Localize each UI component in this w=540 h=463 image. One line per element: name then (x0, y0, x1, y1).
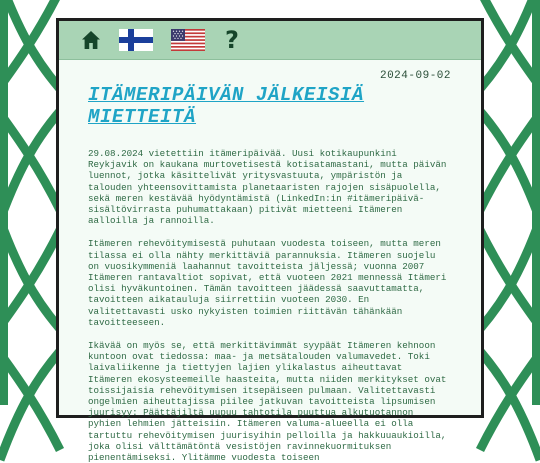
post-paragraph-2: Itämeren rehevöitymisestä puhutaan vuodesta toiseen, mutta meren tilassa ei olla nähty merkittäviä parannuksia. Itämeren suojelu on vuosikymmeniä laahannut tavoitteista jäljessä; vuonna 2007 Itämeren rantavaltiot sopivat, että vuoteen 2021 mennessä Itämeri olisi hyväkuntoinen. Tämän tavoitteen jäädessä saavuttamatta, tavoitteen aikatauluja siirrettiin vuoteen 2030. En valitettavasti usko nykyisten toimien riittävän tähänkään tavoitteeseen. (88, 238, 447, 328)
language-finnish-button[interactable] (119, 29, 153, 51)
help-button[interactable]: ? (225, 26, 239, 54)
usa-flag-icon (171, 29, 205, 51)
post-paragraph-3: Ikävää on myös se, että merkittävimmät syypäät Itämeren kehnoon kuntoon ovat tiedossa: maa- ja metsätalouden valumavedet. Toki laivaliikenne ja tiettyjen lajien ylikalastus aiheuttavat Itämeren ekosysteemeille haasteita, mutta niiden merkitykset ovat toissijaisia rehevöitymisen itsepäiseen pulmaan. Valitettavasti ongelmien aiheuttajissa piilee jatkuvan tavoitteista lipsumisen juurisyy: Päättäjiltä uupuu tahtotila puuttua alkutuotannon pyhien lehmien jätteisiin. Itämeren valuma-alueella ei olla tartuttu rehevöitymisen juurisyihin pelloilla ja hakkuuaukioilla, joka olisi välttämätöntä vesistöjen ravinnekuormituksen pienentämiseksi. Ylitämme vuodesta toiseen (88, 340, 447, 463)
post-paragraph-1: 29.08.2024 vietettiin itämeripäivää. Uusi kotikaupunkini Reykjavik on kaukana murtovetisestä kotisatamastani, mutta päivän luennot, jotka käsittelivät yritysvastuuta, ympäristön ja talouden yhteensovittamista planetaaristen rajojen sisäpuolella, sekä meren kestävää hyödyntämistä (LinkedIn:in #itämeripäivä-sisältövirrasta puhumattakaan) pitivät mietteeni Itämeren aalloilla ja rannoilla. (88, 148, 447, 227)
home-button[interactable] (81, 30, 101, 50)
blog-post (59, 60, 481, 463)
page-container (56, 18, 484, 463)
post-date: 2024-09-02 (379, 70, 451, 82)
post-title[interactable]: ITÄMERIPÄIVÄN JÄLKEISIÄ MIETTEITÄ (88, 84, 365, 128)
home-icon (81, 30, 101, 50)
finland-flag-icon (119, 29, 153, 51)
language-english-button[interactable] (171, 29, 205, 51)
top-navigation-bar (59, 21, 481, 60)
